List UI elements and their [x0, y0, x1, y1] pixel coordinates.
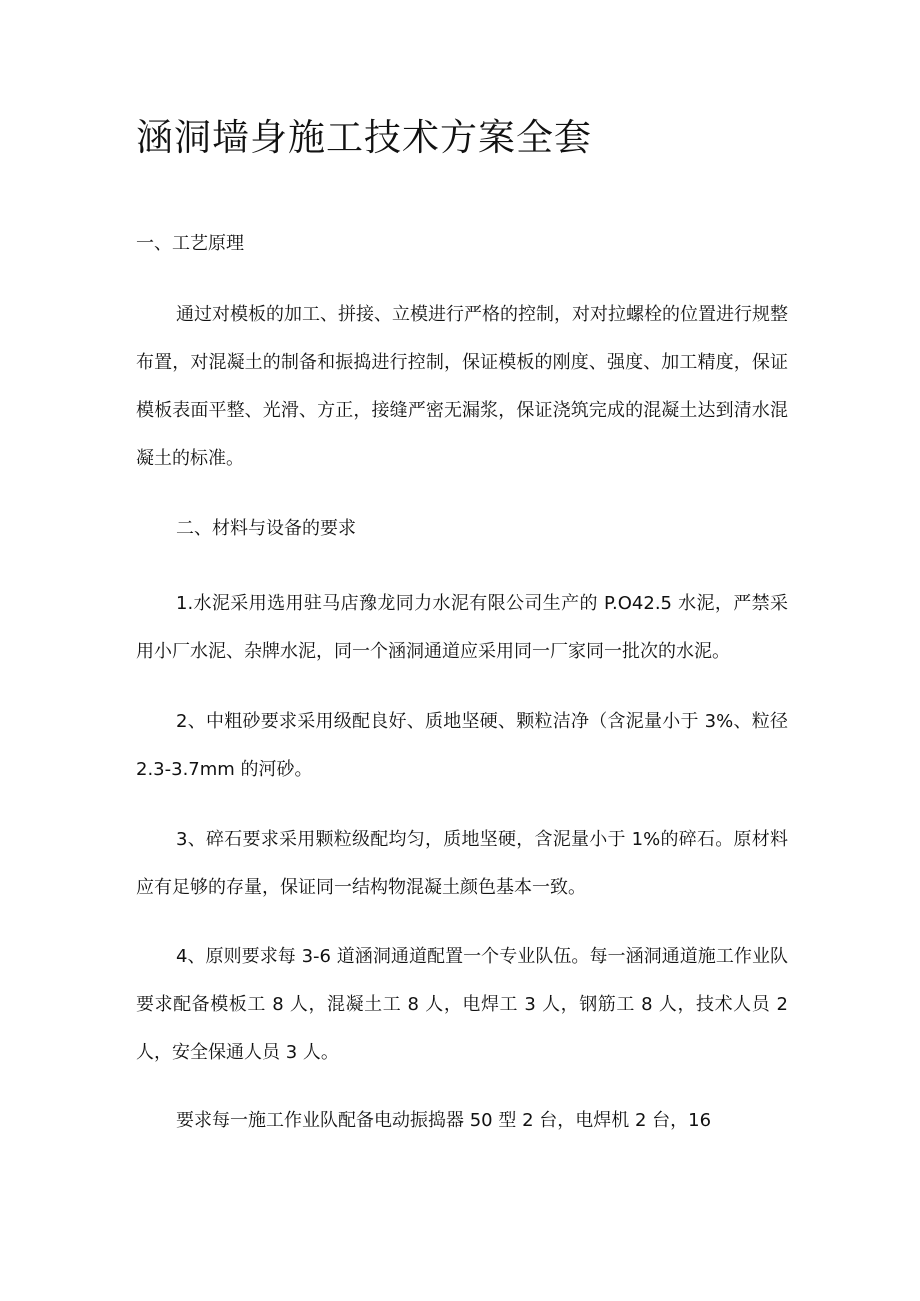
section-heading-process-principle: 一、工艺原理: [136, 233, 244, 254]
paragraph-cement: 1.水泥采用选用驻马店豫龙同力水泥有限公司生产的 P.O42.5 水泥，严禁采用小厂水泥、杂牌水泥，同一个涵洞通道应采用同一厂家同一批次的水泥。: [136, 593, 788, 662]
document-title: 涵洞墙身施工技术方案全套: [136, 116, 592, 159]
paragraph-sand: 2、中粗砂要求采用级配良好、质地坚硬、颗粒洁净（含泥量小于 3%、粒径 2.3-3.7mm 的河砂。: [136, 711, 788, 780]
section-heading-materials-equipment: 二、材料与设备的要求: [176, 518, 356, 539]
paragraph-gravel: 3、碎石要求采用颗粒级配均匀，质地坚硬，含泥量小于 1%的碎石。原材料应有足够的存量，保证同一结构物混凝土颜色基本一致。: [136, 829, 788, 898]
paragraph-equipment: 要求每一施工作业队配备电动振捣器 50 型 2 台，电焊机 2 台，16: [176, 1110, 712, 1131]
paragraph-process-principle: 通过对模板的加工、拼接、立模进行严格的控制，对对拉螺栓的位置进行规整布置，对混凝土的制备和振捣进行控制，保证模板的刚度、强度、加工精度，保证模板表面平整、光滑、方正，接缝严密无漏浆，保证浇筑完成的混凝土达到清水混凝土的标准。: [136, 304, 788, 469]
paragraph-team: 4、原则要求每 3-6 道涵洞通道配置一个专业队伍。每一涵洞通道施工作业队要求配备模板工 8 人，混凝土工 8 人，电焊工 3 人，钢筋工 8 人，技术人员 2 人，安全保通人员 3 人。: [136, 946, 788, 1063]
